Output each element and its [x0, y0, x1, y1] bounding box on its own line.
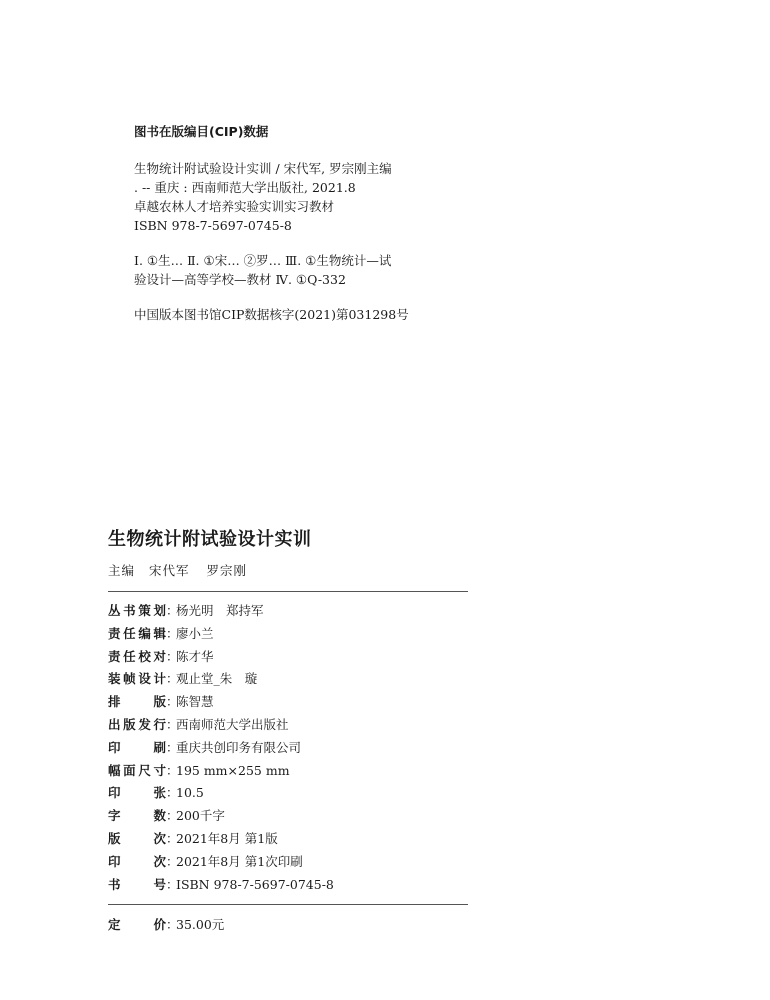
editor-role: 主编: [108, 563, 136, 578]
label-char: 刷: [153, 739, 166, 755]
label-char: 数: [153, 808, 166, 824]
credit-value: 2021年8月 第1版: [176, 830, 278, 846]
divider-bottom: [108, 904, 468, 905]
label-char: 策: [138, 603, 151, 618]
price-row: [108, 914, 468, 937]
label-char: 寸: [153, 762, 166, 778]
credit-row: [108, 623, 468, 646]
label-char: 号: [153, 876, 166, 892]
price-list: [108, 914, 468, 937]
credit-label: [108, 646, 166, 669]
label-char: 对: [153, 648, 166, 664]
label-char: 校: [138, 648, 151, 664]
label-char: 印: [108, 853, 121, 869]
label-char: 印: [108, 739, 121, 755]
cip-data-block: [134, 122, 434, 324]
colon-separator: ：: [166, 917, 179, 933]
price-label: [108, 914, 166, 937]
colon-separator: ：: [166, 671, 179, 687]
label-char: 责: [108, 625, 121, 641]
colon-separator: ：: [166, 648, 179, 664]
credit-row: [108, 828, 468, 851]
colon-separator: ：: [166, 603, 179, 618]
credit-row: [108, 805, 468, 828]
credit-label: [108, 737, 166, 760]
label-char: 书: [123, 603, 136, 618]
credit-value: 廖小兰: [176, 625, 214, 641]
credit-row: [108, 737, 468, 760]
credit-row: [108, 600, 468, 623]
label-char: 计: [153, 671, 166, 687]
label-char: 辑: [153, 625, 166, 641]
label-char: 次: [153, 853, 166, 869]
credit-label: [108, 600, 166, 623]
cip-subject-line: Ⅰ. ①生… Ⅱ. ①宋… ②罗… Ⅲ. ①生物统计—试: [134, 253, 392, 268]
credit-value: 观止堂_朱 璇: [176, 671, 258, 687]
label-char: 版: [123, 716, 136, 732]
label-char: 尺: [138, 762, 151, 778]
editors-line: [108, 561, 468, 579]
colon-separator: ：: [166, 785, 179, 801]
label-char: 排: [108, 694, 121, 710]
credit-row: [108, 760, 468, 783]
credit-label: [108, 760, 166, 783]
label-char: 字: [108, 808, 121, 824]
label-char: 价: [153, 917, 166, 933]
cip-entry-line: . -- 重庆 : 西南师范大学出版社, 2021.8: [134, 180, 356, 195]
credits-list: [108, 600, 468, 896]
cip-heading: 图书在版编目(CIP)数据: [134, 124, 269, 139]
label-char: 责: [108, 648, 121, 664]
credit-label: [108, 668, 166, 691]
credit-label: [108, 828, 166, 851]
label-char: 版: [108, 830, 121, 846]
label-char: 张: [153, 785, 166, 801]
spacer: [134, 235, 434, 251]
label-char: 版: [153, 694, 166, 710]
label-char: 设: [138, 671, 151, 687]
credit-label: [108, 691, 166, 714]
label-char: 行: [153, 716, 166, 732]
credit-label: [108, 851, 166, 874]
colon-separator: ：: [166, 830, 179, 846]
credit-label: [108, 805, 166, 828]
cip-entry-line: 生物统计附试验设计实训 / 宋代军, 罗宗刚主编: [134, 161, 392, 176]
credit-value: 2021年8月 第1次印刷: [176, 853, 303, 869]
colon-separator: ：: [166, 876, 179, 892]
credit-value: 195 mm×255 mm: [176, 762, 290, 778]
colon-separator: ：: [166, 808, 179, 824]
label-char: 次: [153, 830, 166, 846]
label-char: 帧: [123, 671, 136, 687]
price-value: 35.00元: [176, 917, 225, 933]
credit-value: 重庆共创印务有限公司: [176, 739, 302, 755]
credit-row: [108, 691, 468, 714]
colon-separator: ：: [166, 694, 179, 710]
credit-label: [108, 714, 166, 737]
colon-separator: ：: [166, 716, 179, 732]
cip-entry-line: 卓越农林人才培养实验实训实习教材: [134, 199, 335, 214]
colon-separator: ：: [166, 762, 179, 778]
colon-separator: ：: [166, 853, 179, 869]
label-char: 丛: [108, 603, 121, 618]
credit-row: [108, 714, 468, 737]
credit-row: [108, 851, 468, 874]
credit-value: 200千字: [176, 808, 225, 824]
credit-label: [108, 623, 166, 646]
label-char: 发: [138, 716, 151, 732]
spacer: [134, 289, 434, 305]
credit-value: 西南师范大学出版社: [176, 716, 289, 732]
credit-row: [108, 782, 468, 805]
label-char: 幅: [108, 762, 121, 778]
colophon: [108, 525, 468, 937]
credit-label: [108, 874, 166, 897]
label-char: 任: [123, 648, 136, 664]
credit-value: ISBN 978-7-5697-0745-8: [176, 876, 334, 892]
label-char: 划: [153, 603, 166, 618]
colon-separator: ：: [166, 625, 179, 641]
credit-row: [108, 874, 468, 897]
cip-record-number: 中国版本图书馆CIP数据核字(2021)第031298号: [134, 307, 409, 322]
cip-subject-line: 验设计—高等学校—教材 Ⅳ. ①Q-332: [134, 272, 346, 287]
book-title: 生物统计附试验设计实训: [108, 529, 312, 550]
cip-entry-line: ISBN 978-7-5697-0745-8: [134, 218, 292, 233]
editor-names: 宋代军 罗宗刚: [149, 563, 247, 578]
label-char: 面: [123, 762, 136, 778]
colon-separator: ：: [166, 739, 179, 755]
label-char: 编: [138, 625, 151, 641]
label-char: 出: [108, 716, 121, 732]
label-char: 任: [123, 625, 136, 641]
credit-label: [108, 782, 166, 805]
credit-value: 陈才华: [176, 648, 214, 664]
credit-row: [108, 668, 468, 691]
credit-value: 陈智慧: [176, 694, 214, 710]
divider-top: [108, 591, 468, 592]
credit-value: 杨光明 郑持军: [176, 603, 264, 618]
label-char: 装: [108, 671, 121, 687]
credit-row: [108, 646, 468, 669]
credit-value: 10.5: [176, 785, 204, 801]
label-char: 印: [108, 785, 121, 801]
label-char: 定: [108, 917, 121, 933]
label-char: 书: [108, 876, 121, 892]
